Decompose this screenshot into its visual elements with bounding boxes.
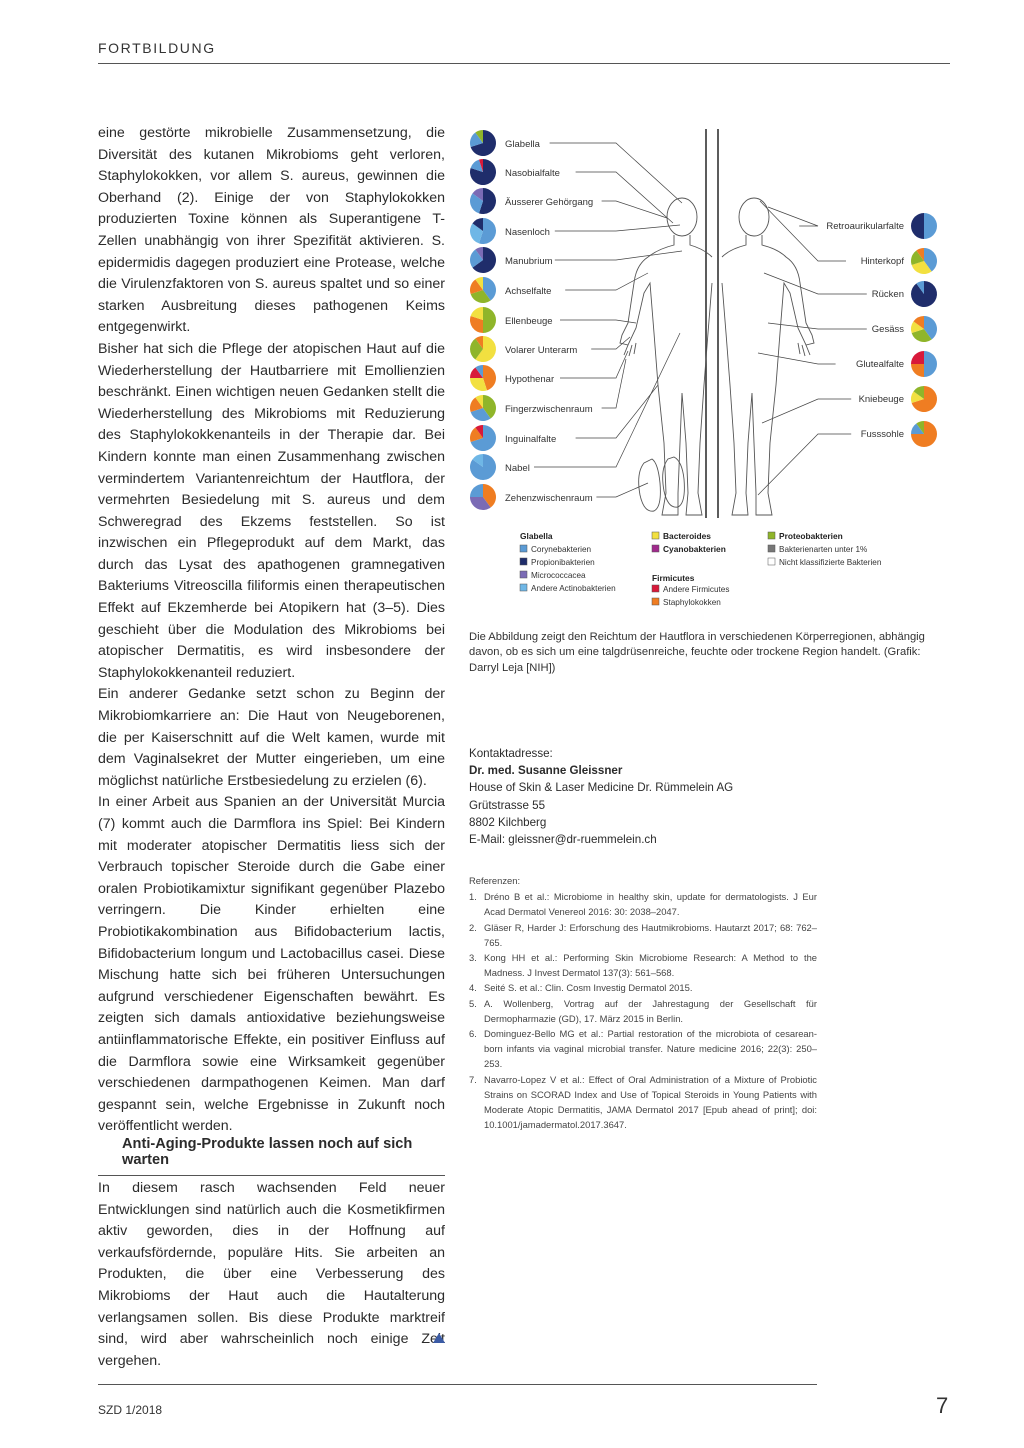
- reference-item: [469, 950, 817, 980]
- page-number: 7: [936, 1393, 949, 1418]
- region-label-left: Nasobialfalte: [505, 168, 560, 179]
- region-pie-chart: [470, 159, 496, 185]
- region-pie-chart: [911, 281, 937, 307]
- legend-label: Firmicutes: [652, 573, 695, 583]
- reference-item: [469, 889, 817, 919]
- region-label-left: Zehenzwischenraum: [505, 493, 593, 504]
- region-pie-chart: [470, 336, 496, 362]
- skin-microbiome-figure: [468, 123, 950, 615]
- footer-rule: [98, 1384, 817, 1385]
- body-paragraph: In einer Arbeit aus Spanien an der Universität Murcia (7) kommt auch die Darmflora ins Spiel: Bei Kindern mit moderater atopischer Dermatitis liess sich der Verbrauch topischer Steroide durch die Gabe einer oralen Probiotikamixtur signifikant gegenüber Plazebo verringern. Die Kinder erhielten eine Probiotikakombination aus Bifidobacterium lactis, Bifidobacterium longum und Lactobacillus casei. Diese Mischung hatte sich bei früheren Untersuchungen aufgrund verschiedener Eigenschaften bewährt. Es zeigten sich damals antioxidative beziehungsweise antiinflammatorische Effekte, ein positiver Einfluss auf die Darmflora sowie eine Wirksamkeit gegenüber verschiedenen darmpathogenen Keimen. Man darf gespannt sein, welche Ergebnisse in Zukunft noch veröffentlicht werden.: [98, 794, 445, 1135]
- region-label-right: Hinterkopf: [860, 256, 904, 267]
- references-list: [469, 889, 817, 1132]
- reference-text: Dréno B et al.: Microbiome in healthy skin, update for dermatologists. J Eur Acad Dermatol Venereol 2016: 30: 2038–2047.: [484, 891, 817, 918]
- pie-slice: [911, 351, 924, 364]
- contact-line: House of Skin & Laser Medicine Dr. Rümmelein AG: [469, 781, 734, 795]
- region-pie-chart: [470, 218, 496, 244]
- legend-label: Bacteroides: [663, 531, 711, 541]
- legend-swatch: [768, 532, 775, 539]
- region-label-left: Achselfalte: [505, 286, 552, 297]
- section-label: FORTBILDUNG: [98, 40, 216, 56]
- legend-label: Propionibakterien: [531, 558, 595, 567]
- legend-label: Bakterienarten unter 1%: [779, 545, 868, 554]
- legend-swatch: [652, 598, 659, 605]
- legend-label: Cyanobakterien: [663, 544, 726, 554]
- pie-slice: [924, 351, 937, 377]
- legend-swatch: [652, 585, 659, 592]
- region-label-right: Gesäss: [871, 324, 904, 335]
- region-pie-chart: [470, 425, 496, 451]
- article-column-left: [98, 123, 445, 1138]
- body-paragraph: In diesem rasch wachsenden Feld neuer Entwicklungen sind natürlich auch die Kosmetikfirmen aktiv geworden, dies in der Hoffnung auf verkaufsfördernde, populäre Hits. Sie arbeiten an Produkten, die über eine Verbesserung des Mikrobioms der Haut auch die Hautalterung verlangsamen sollen. Bis diese Produkte marktreif sind, wird aber wahrscheinlich noch einige Zeit vergehen.: [98, 1180, 445, 1369]
- legend-label: Corynebakterien: [531, 545, 592, 554]
- reference-item: [469, 1026, 817, 1072]
- section-subheading: Anti-Aging-Produkte lassen noch auf sich warten: [98, 1136, 445, 1176]
- legend-swatch: [520, 571, 527, 578]
- reference-text: Gläser R, Harder J: Erforschung des Hautmikrobioms. Hautarzt 2017; 68: 762–765.: [484, 921, 817, 948]
- legend-swatch: [520, 558, 527, 565]
- references-title: Referenzen:: [469, 875, 521, 886]
- reference-text: A. Wollenberg, Vortrag auf der Jahrestagung der Gesellschaft für Dermopharmazie (GD), 17. März 2015 in Berlin.: [484, 997, 817, 1024]
- region-pie-chart: [470, 395, 496, 421]
- contact-line: 8802 Kilchberg: [469, 815, 547, 829]
- reference-number: 2.: [469, 921, 477, 933]
- region-pie-chart: [911, 386, 937, 412]
- region-label-right: Kniebeuge: [858, 394, 904, 405]
- region-pie-chart: [470, 277, 496, 303]
- legend-swatch: [768, 545, 775, 552]
- contact-label: Kontaktadresse:: [469, 747, 553, 760]
- end-of-article-triangle-icon: [433, 1333, 445, 1343]
- reference-number: 4.: [469, 982, 477, 994]
- body-paragraph: eine gestörte mikrobielle Zusammensetzung, die Diversität des kutanen Mikrobioms geht verloren, Staphylokokken, vor allem S. aureus, gewinnen die Oberhand (2). Einige der von Staphylokokken produzierten Toxine können als Superantigene T-Zellen unabhängig von ihrer Spezifität aktivieren. S. epidermidis dagegen produziert eine Protease, welche die Virulenzfaktoren von S. aureus spaltet und so einer starken Ausbreitung dieses pathogenen Keims entgegenwirkt.: [98, 125, 445, 336]
- legend-label: Glabella: [520, 531, 553, 541]
- region-label-left: Volarer Unterarm: [505, 345, 578, 356]
- region-pie-chart: [911, 351, 937, 377]
- region-label-left: Äusserer Gehörgang: [505, 197, 594, 208]
- region-pie-chart: [911, 316, 937, 342]
- region-pie-chart: [911, 421, 937, 447]
- front-body-outline: [620, 198, 712, 515]
- pie-slice: [924, 213, 937, 239]
- body-paragraph: Bisher hat sich die Pflege der atopischen Haut auf die Wiederherstellung der Hautbarriere mit Emollienzien beschränkt. Einen wichtigen neuen Gedanken stellt die Wiederherstellung des Mikrobioms mit Reduzierung des Staphylokokkenanteils in der Therapie dar. Bei Kindern konnte man einen Zusammenhang zwischen vermindertem Variantenreichtum der Hautflora, der vermehrten Besiedelung mit S. aureus und dem Schweregrad des Ekzems feststellen. So ist inzwischen ein Pflegeprodukt auf dem Markt, das durch das Lysat des apathogenen gramnegativen Bakteriums Vitreoscilla filiformis einen therapeutischen Effekt auf Ekzemherde bei Atopikern hat (3–5). Dies geschieht über die Modulation des Mikrobioms bei atopischer Dermatitis, es wird insbesondere der Staphylokokkenanteil reduziert.: [98, 340, 445, 681]
- legend-swatch: [520, 545, 527, 552]
- reference-item: [469, 1072, 817, 1133]
- legend-label: Micrococcacea: [531, 571, 586, 580]
- reference-number: 6.: [469, 1028, 477, 1040]
- contact-email[interactable]: E-Mail: gleissner@dr-ruemmelein.ch: [469, 833, 657, 847]
- contact-name: Dr. med. Susanne Gleissner: [469, 764, 623, 778]
- body-paragraph: Ein anderer Gedanke setzt schon zu Beginn der Mikrobiomkarriere an: Die Haut von Neugeborenen, die per Kaiserschnitt auf die Welt kamen, wurde mit dem Vaginalsekret der Mutter eingerieben, um eine möglichst natürliche Erstbesiedelung zu erzielen (6).: [98, 686, 445, 789]
- reference-number: 5.: [469, 997, 477, 1009]
- legend-swatch: [768, 558, 775, 565]
- region-pie-chart: [470, 365, 496, 391]
- region-pie-chart: [470, 307, 496, 333]
- references: [469, 873, 817, 1132]
- legend-label: Staphylokokken: [663, 598, 721, 607]
- reference-text: Navarro-Lopez V et al.: Effect of Oral Administration of a Mixture of Probiotic Strains on SCORAD Index and Use of Topical Steroids in Young Patients with Moderate Atopic Dermatitis, JAMA Dermatol 2017 [Epub ahead of print]; doi: 10.1001/jamadermatol.2017.3647.: [484, 1073, 817, 1131]
- pie-slice: [911, 364, 924, 377]
- header-rule: [98, 63, 950, 64]
- region-pie-chart: [470, 247, 496, 273]
- region-label-left: Hypothenar: [505, 374, 555, 385]
- region-pie-chart: [470, 454, 496, 480]
- region-pie-chart: [911, 248, 937, 274]
- region-pie-chart: [470, 484, 496, 510]
- pie-slice: [911, 213, 924, 239]
- reference-number: 7.: [469, 1073, 477, 1085]
- legend-label: Proteobakterien: [779, 531, 843, 541]
- region-label-right: Fusssohle: [860, 429, 904, 440]
- reference-item: [469, 996, 817, 1026]
- region-label-right: Rücken: [871, 289, 904, 300]
- region-pie-chart: [470, 130, 496, 156]
- region-label-left: Fingerzwischenraum: [505, 404, 593, 415]
- pie-slice: [483, 307, 496, 333]
- reference-number: 3.: [469, 952, 477, 964]
- contact-line: Grütstrasse 55: [469, 798, 546, 812]
- legend-swatch: [652, 532, 659, 539]
- region-label-left: Glabella: [505, 139, 540, 150]
- reference-text: Seité S. et al.: Clin. Cosm Investig Dermatol 2015.: [484, 982, 693, 994]
- legend-label: Nicht klassifizierte Bakterien: [779, 558, 882, 567]
- reference-text: Dominguez-Bello MG et al.: Partial restoration of the microbiota of cesarean-born infants via vaginal microbial transfer. Nature medicine 2016; 22(3): 250–253.: [484, 1028, 817, 1070]
- region-label-left: Nasenloch: [505, 227, 550, 238]
- reference-item: [469, 980, 817, 995]
- region-label-left: Manubrium: [505, 256, 553, 267]
- region-label-left: Inguinalfalte: [505, 434, 557, 445]
- region-pie-chart: [911, 213, 937, 239]
- legend-swatch: [652, 545, 659, 552]
- region-label-right: Glutealfalte: [855, 359, 904, 370]
- reference-text: Kong HH et al.: Performing Skin Microbiome Research: A Method to the Madness. J Invest Dermatol 137(3): 561–568.: [484, 952, 817, 979]
- contact-block: [469, 745, 869, 848]
- figure-caption: Die Abbildung zeigt den Reichtum der Hautflora in verschiedenen Körperregionen, abhängig davon, ob es sich um eine talgdrüsenreiche, feuchte oder trockene Region handelt. (Grafik: Darryl Leja [NIH]): [469, 631, 925, 674]
- pie-slice: [470, 484, 483, 497]
- region-label-left: Nabel: [505, 463, 530, 474]
- region-pie-chart: [470, 188, 496, 214]
- back-body-outline: [722, 198, 814, 515]
- issue-label: SZD 1/2018: [98, 1403, 163, 1417]
- region-label-right: Retroaurikularfalte: [826, 221, 904, 232]
- legend-label: Andere Actinobakterien: [531, 584, 616, 593]
- legend-swatch: [520, 584, 527, 591]
- reference-item: [469, 920, 817, 950]
- region-label-left: Ellenbeuge: [505, 316, 553, 327]
- article-column-left-2: [98, 1178, 445, 1372]
- reference-number: 1.: [469, 891, 477, 903]
- legend-label: Andere Firmicutes: [663, 585, 730, 594]
